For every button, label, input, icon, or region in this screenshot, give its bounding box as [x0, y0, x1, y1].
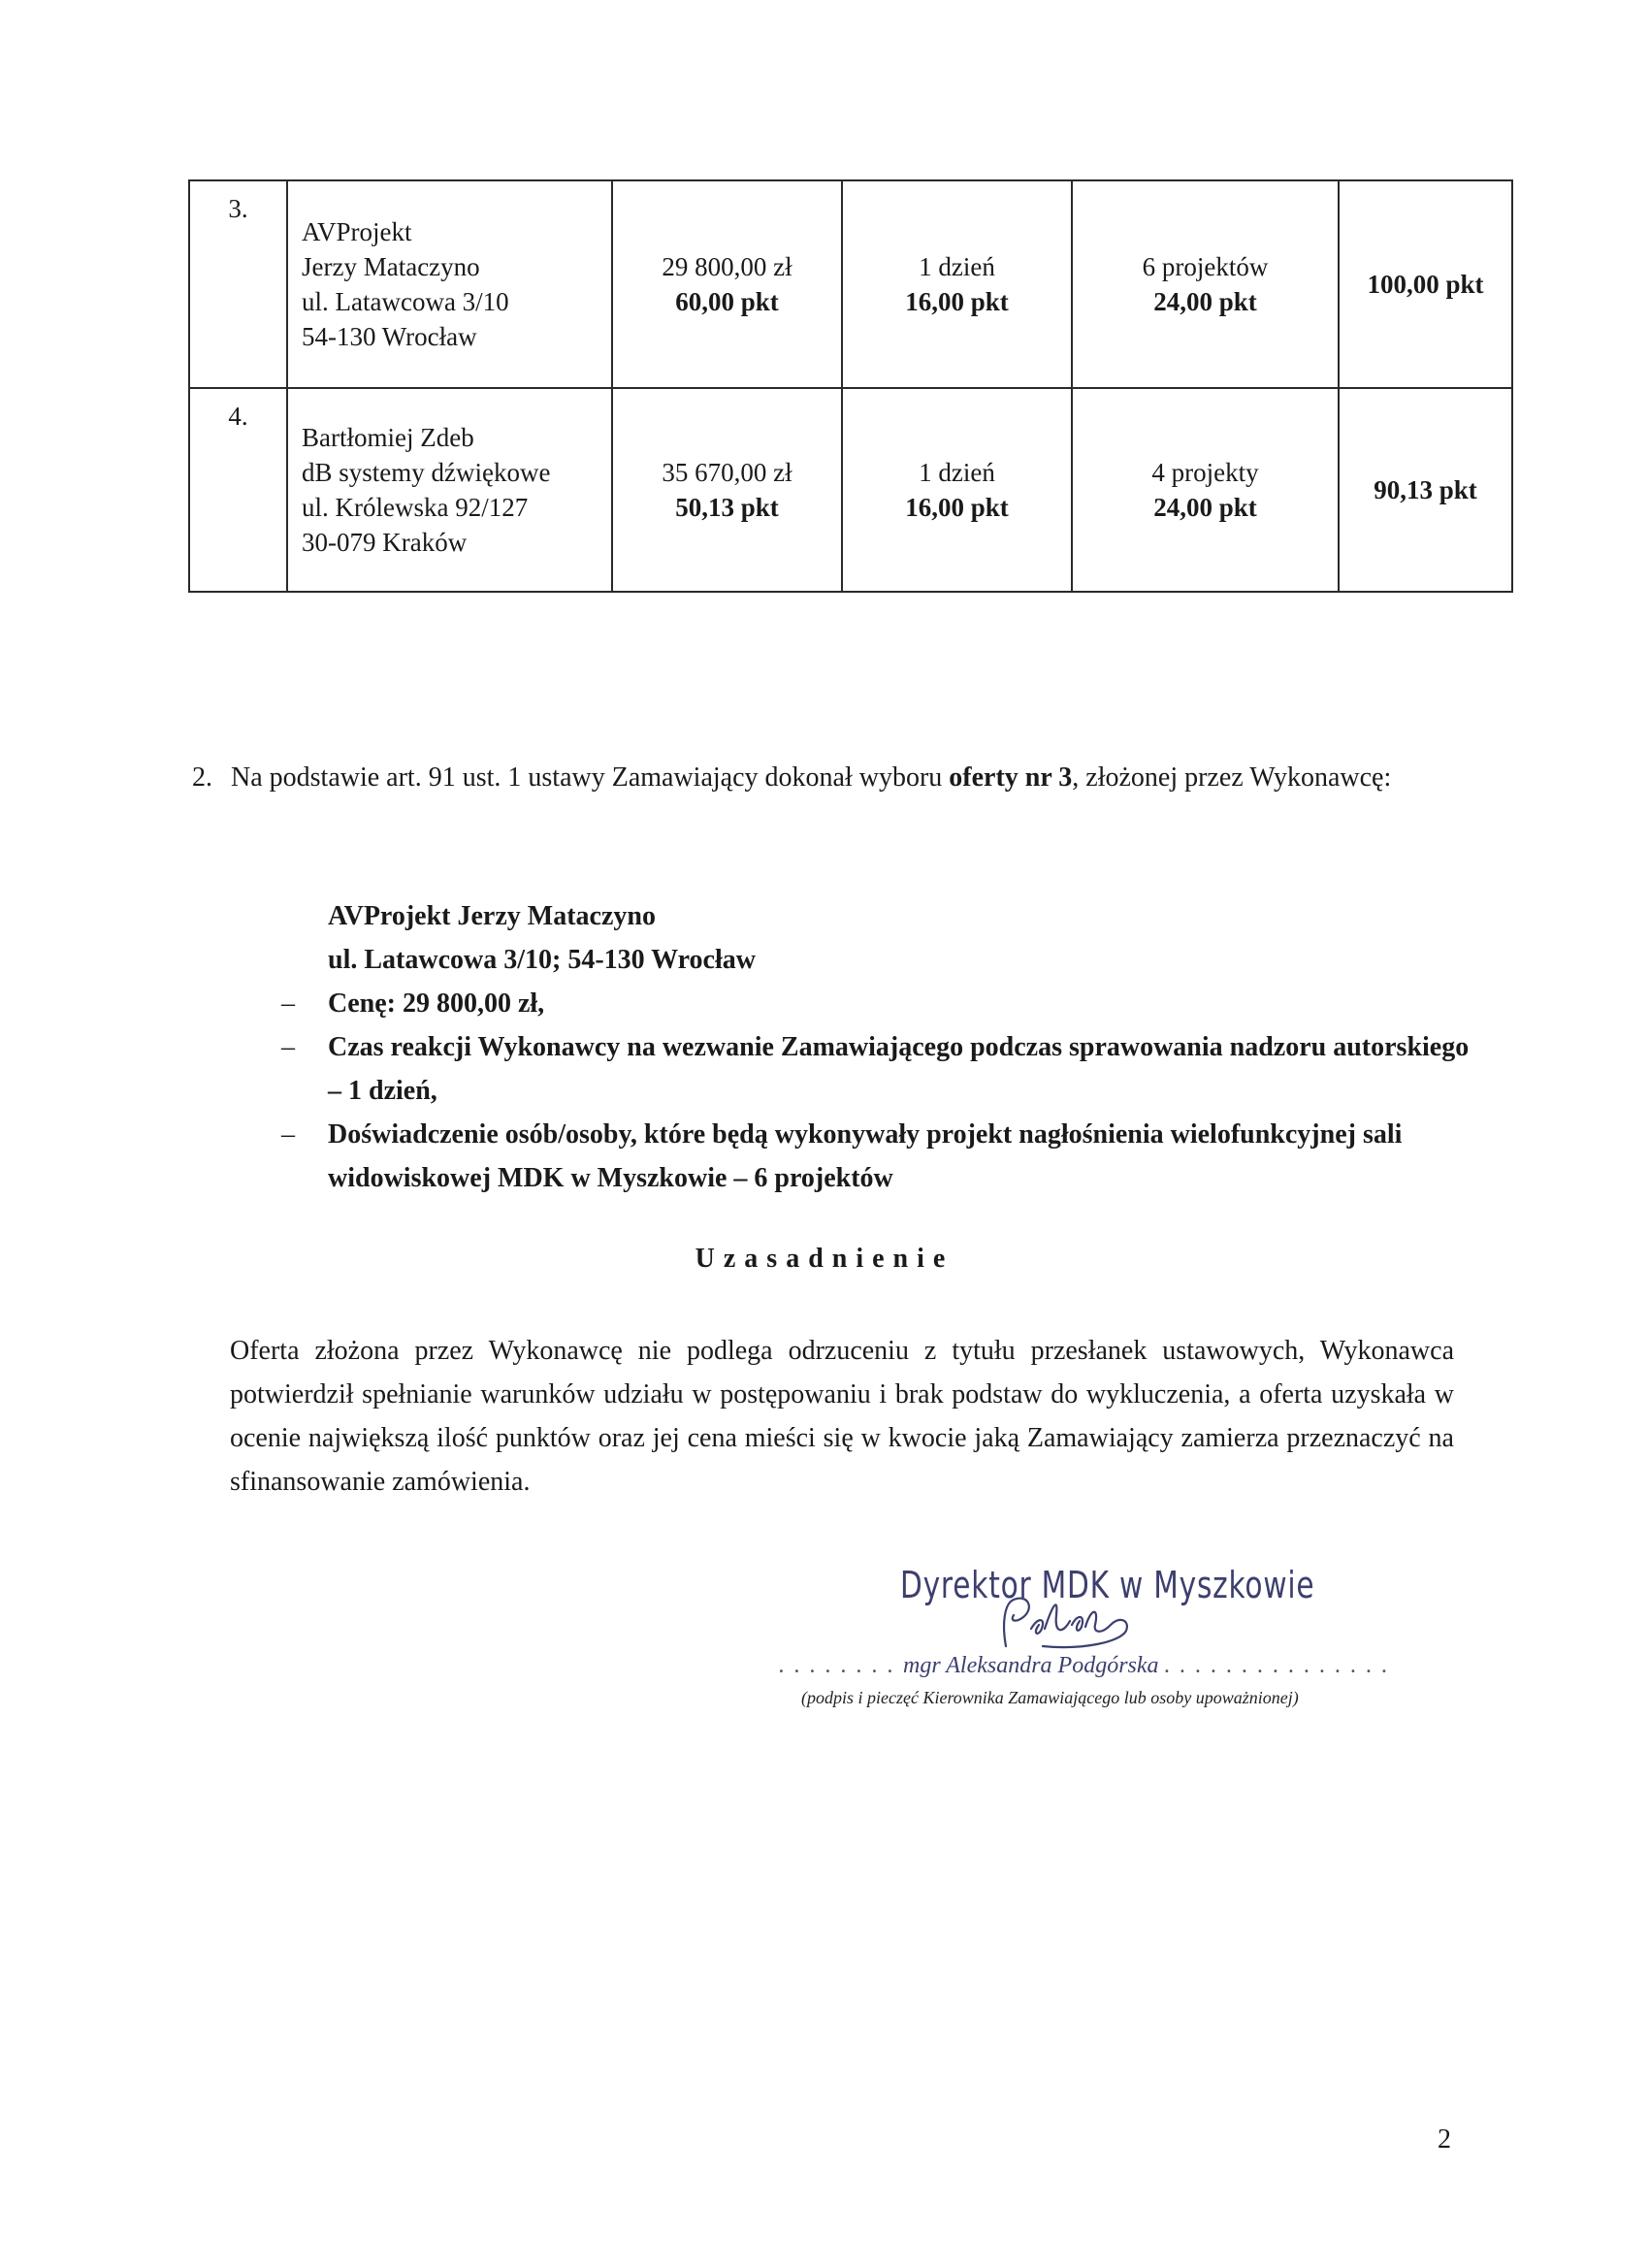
signatory-name: mgr Aleksandra Podgórska: [903, 1653, 1159, 1678]
experience-value: 4 projekty: [1151, 457, 1259, 487]
criterion-text: Doświadczenie osób/osoby, które będą wykonywały projekt nagłośnienia wielofunkcyjnej sali widowiskowej MDK w Myszkowie – 6 projektów: [328, 1119, 1403, 1193]
reaction-cell: [842, 180, 1072, 388]
reaction-value: 1 dzień: [919, 457, 995, 487]
paragraph-number: 2.: [192, 762, 212, 793]
justification-heading: Uzasadnienie: [695, 1244, 954, 1274]
criterion-item: [281, 1025, 1484, 1113]
criterion-text: Cenę: 29 800,00 zł,: [328, 988, 545, 1019]
price-cell: [612, 180, 842, 388]
table-row: [189, 180, 1512, 388]
handwritten-signature: [985, 1586, 1159, 1664]
dash-bullet: –: [281, 1032, 295, 1062]
winner-name: AVProjekt Jerzy Mataczyno: [328, 901, 656, 931]
experience-value: 6 projektów: [1142, 251, 1269, 281]
experience-cell: [1072, 388, 1339, 592]
price-points: 50,13 pkt: [675, 493, 779, 522]
winning-offer: [281, 894, 1484, 1200]
winner-address: ul. Latawcowa 3/10; 54-130 Wrocław: [328, 945, 756, 975]
experience-points: 24,00 pkt: [1153, 287, 1257, 316]
criterion-item: [281, 1113, 1484, 1200]
dash-bullet: –: [281, 988, 295, 1019]
contractor-line: Bartłomiej Zdeb: [302, 422, 474, 452]
signature-caption: (podpis i pieczęć Kierownika Zamawiającego lub osoby upoważnionej): [801, 1688, 1299, 1707]
contractor-cell: [287, 180, 612, 388]
dash-bullet: –: [281, 1119, 295, 1150]
total-points: 100,00 pkt: [1339, 180, 1512, 388]
contractor-line: AVProjekt: [302, 216, 412, 246]
criterion-item: [281, 982, 1484, 1025]
dotted-line: . . . . . . . .: [779, 1653, 903, 1678]
contractor-line: dB systemy dźwiękowe: [302, 457, 551, 487]
selection-paragraph: [192, 755, 1463, 800]
experience-cell: [1072, 180, 1339, 388]
reaction-points: 16,00 pkt: [905, 493, 1009, 522]
dotted-line: . . . . . . . . . . . . . . .: [1164, 1653, 1390, 1678]
offer-number: 4.: [189, 388, 287, 592]
total-points: 90,13 pkt: [1339, 388, 1512, 592]
price-value: 29 800,00 zł: [662, 251, 792, 281]
contractor-line: 54-130 Wrocław: [302, 322, 477, 352]
criterion-text: Czas reakcji Wykonawcy na wezwanie Zamawiającego podczas sprawowania nadzoru autorskiego – 1 dzień,: [328, 1032, 1470, 1106]
selected-offer: oferty nr 3: [949, 762, 1073, 793]
table-row: [189, 388, 1512, 592]
price-cell: [612, 388, 842, 592]
contractor-line: Jerzy Mataczyno: [302, 251, 480, 281]
selection-text-after: , złożonej przez Wykonawcę:: [1072, 762, 1392, 793]
contractor-line: ul. Latawcowa 3/10: [302, 287, 509, 316]
contractor-line: 30-079 Kraków: [302, 528, 468, 558]
page-number: 2: [1438, 2124, 1451, 2155]
reaction-points: 16,00 pkt: [905, 287, 1009, 316]
offers-table: [188, 179, 1513, 593]
reaction-cell: [842, 388, 1072, 592]
reaction-value: 1 dzień: [919, 251, 995, 281]
selection-text: [231, 755, 1463, 800]
contractor-cell: [287, 388, 612, 592]
experience-points: 24,00 pkt: [1153, 493, 1257, 522]
price-value: 35 670,00 zł: [662, 457, 792, 487]
price-points: 60,00 pkt: [675, 287, 779, 316]
director-stamp: Dyrektor MDK w Myszkowie: [900, 1564, 1315, 1606]
selection-text-before: Na podstawie art. 91 ust. 1 ustawy Zamawiający dokonał wyboru: [231, 762, 950, 793]
offer-number: 3.: [189, 180, 287, 388]
justification-text: Oferta złożona przez Wykonawcę nie podlega odrzuceniu z tytułu przesłanek ustawowych, Wykonawca potwierdził spełnianie warunków udziału w postępowaniu i brak podstaw do wykluczenia, a oferta uzyskała w ocenie największą ilość punktów oraz jej cena mieści się w kwocie jaką Zamawiający zamierza przeznaczyć na sfinansowanie zamówienia.: [230, 1336, 1454, 1497]
contractor-line: ul. Królewska 92/127: [302, 493, 529, 522]
signatory-line: [779, 1653, 1419, 1679]
